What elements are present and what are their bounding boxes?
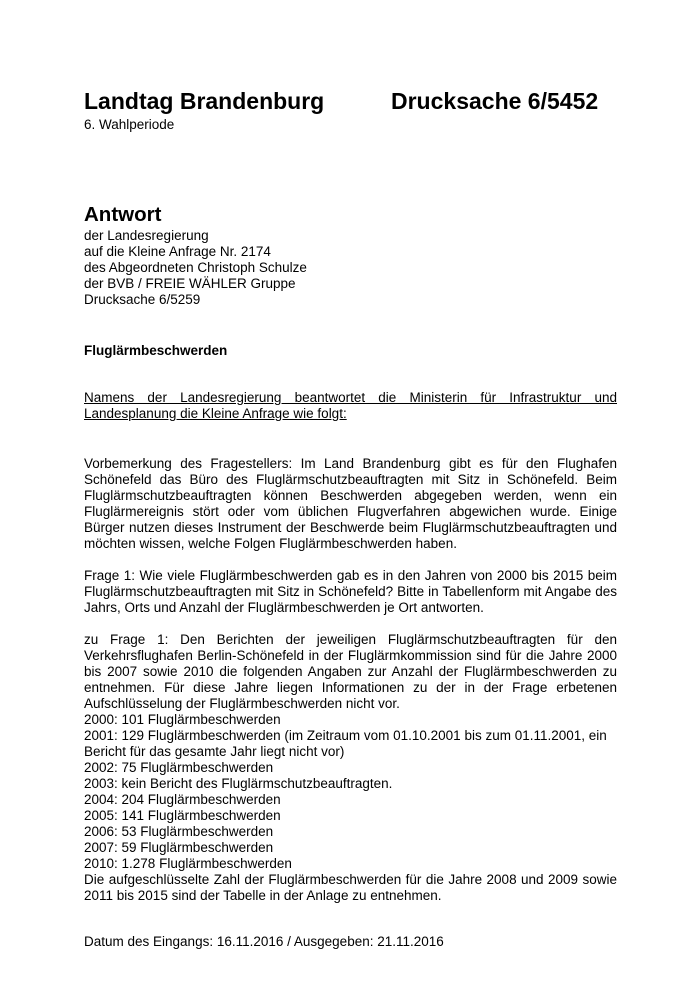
answer-1-closing: Die aufgeschlüsselte Zahl der Fluglärmbeschwerden für die Jahre 2008 und 2009 sowie 2011 bis 2015 sind der Tabelle in der Anlage zu entnehmen. xyxy=(84,872,617,903)
meta-line: auf die Kleine Anfrage Nr. 2174 xyxy=(84,244,271,259)
receipt-issue-dates: Datum des Eingangs: 16.11.2016 / Ausgegeben: 21.11.2016 xyxy=(84,934,444,949)
meta-line: Drucksache 6/5259 xyxy=(84,292,201,307)
parliament-name: Landtag Brandenburg xyxy=(84,88,325,114)
answer-1-intro: zu Frage 1: Den Berichten der jeweiligen Fluglärmschutzbeauftragten für den Verkehrsflughafen Berlin-Schönefeld in der Fluglärmkommission sind für die Jahre 2000 bis 2007 sowie 2010 die folgenden Angaben zur Anzahl der Fluglärmbeschwerden zu entnehmen. Für diese Jahre liegen Informationen zu der in der Frage erbetenen Aufschlüsselung der Fluglärmbeschwerden nicht vor. xyxy=(84,632,617,711)
list-item: 2000: 101 Fluglärmbeschwerden xyxy=(84,712,281,727)
meta-line: der BVB / FREIE WÄHLER Gruppe xyxy=(84,276,296,291)
document-meta xyxy=(84,228,307,308)
list-item: 2005: 141 Fluglärmbeschwerden xyxy=(84,808,281,823)
question-1: Frage 1: Wie viele Fluglärmbeschwerden gab es in den Jahren von 2000 bis 2015 beim Fluglärmschutzbeauftragten mit Sitz in Schönefeld? Bitte in Tabellenform mit Angabe des Jahrs, Orts und Anzahl der Fluglärmbeschwerden je Ort antworten. xyxy=(84,568,617,615)
intro-statement: Namens der Landesregierung beantwortet die Ministerin für Infrastruktur und Landesplanung die Kleine Anfrage wie folgt: xyxy=(84,390,617,421)
print-number: Drucksache 6/5452 xyxy=(391,88,599,114)
document-page xyxy=(84,0,617,990)
list-item: 2004: 204 Fluglärmbeschwerden xyxy=(84,792,281,807)
list-item: 2010: 1.278 Fluglärmbeschwerden xyxy=(84,856,292,871)
legislative-period: 6. Wahlperiode xyxy=(84,117,175,132)
meta-line: der Landesregierung xyxy=(84,228,209,243)
yearly-counts-list xyxy=(84,712,617,872)
preliminary-remark: Vorbemerkung des Fragestellers: Im Land Brandenburg gibt es für den Flughafen Schönefeld das Büro des Fluglärmschutzbeauftragten mit Sitz in Schönefeld. Beim Fluglärmschutzbeauftragten können Beschwerden abgegeben werden, wenn ein Fluglärmereignis stört oder vom üblichen Flugverfahren abgewichen wurde. Einige Bürger nutzen dieses Instrument der Beschwerde beim Fluglärmschutzbeauftragten und möchten wissen, welche Folgen Fluglärmbeschwerden haben. xyxy=(84,456,617,551)
list-item: 2007: 59 Fluglärmbeschwerden xyxy=(84,840,274,855)
list-item: 2002: 75 Fluglärmbeschwerden xyxy=(84,760,274,775)
document-header xyxy=(84,88,617,118)
list-item: 2006: 53 Fluglärmbeschwerden xyxy=(84,824,274,839)
document-type-title: Antwort xyxy=(84,203,162,226)
list-item: 2003: kein Bericht des Fluglärmschutzbeauftragten. xyxy=(84,776,393,791)
document-body xyxy=(84,456,617,904)
meta-line: des Abgeordneten Christoph Schulze xyxy=(84,260,307,275)
subject-heading: Fluglärmbeschwerden xyxy=(84,343,228,358)
list-item: 2001: 129 Fluglärmbeschwerden (im Zeitraum vom 01.10.2001 bis zum 01.11.2001, ein Bericht für das gesamte Jahr liegt nicht vor) xyxy=(84,728,607,759)
